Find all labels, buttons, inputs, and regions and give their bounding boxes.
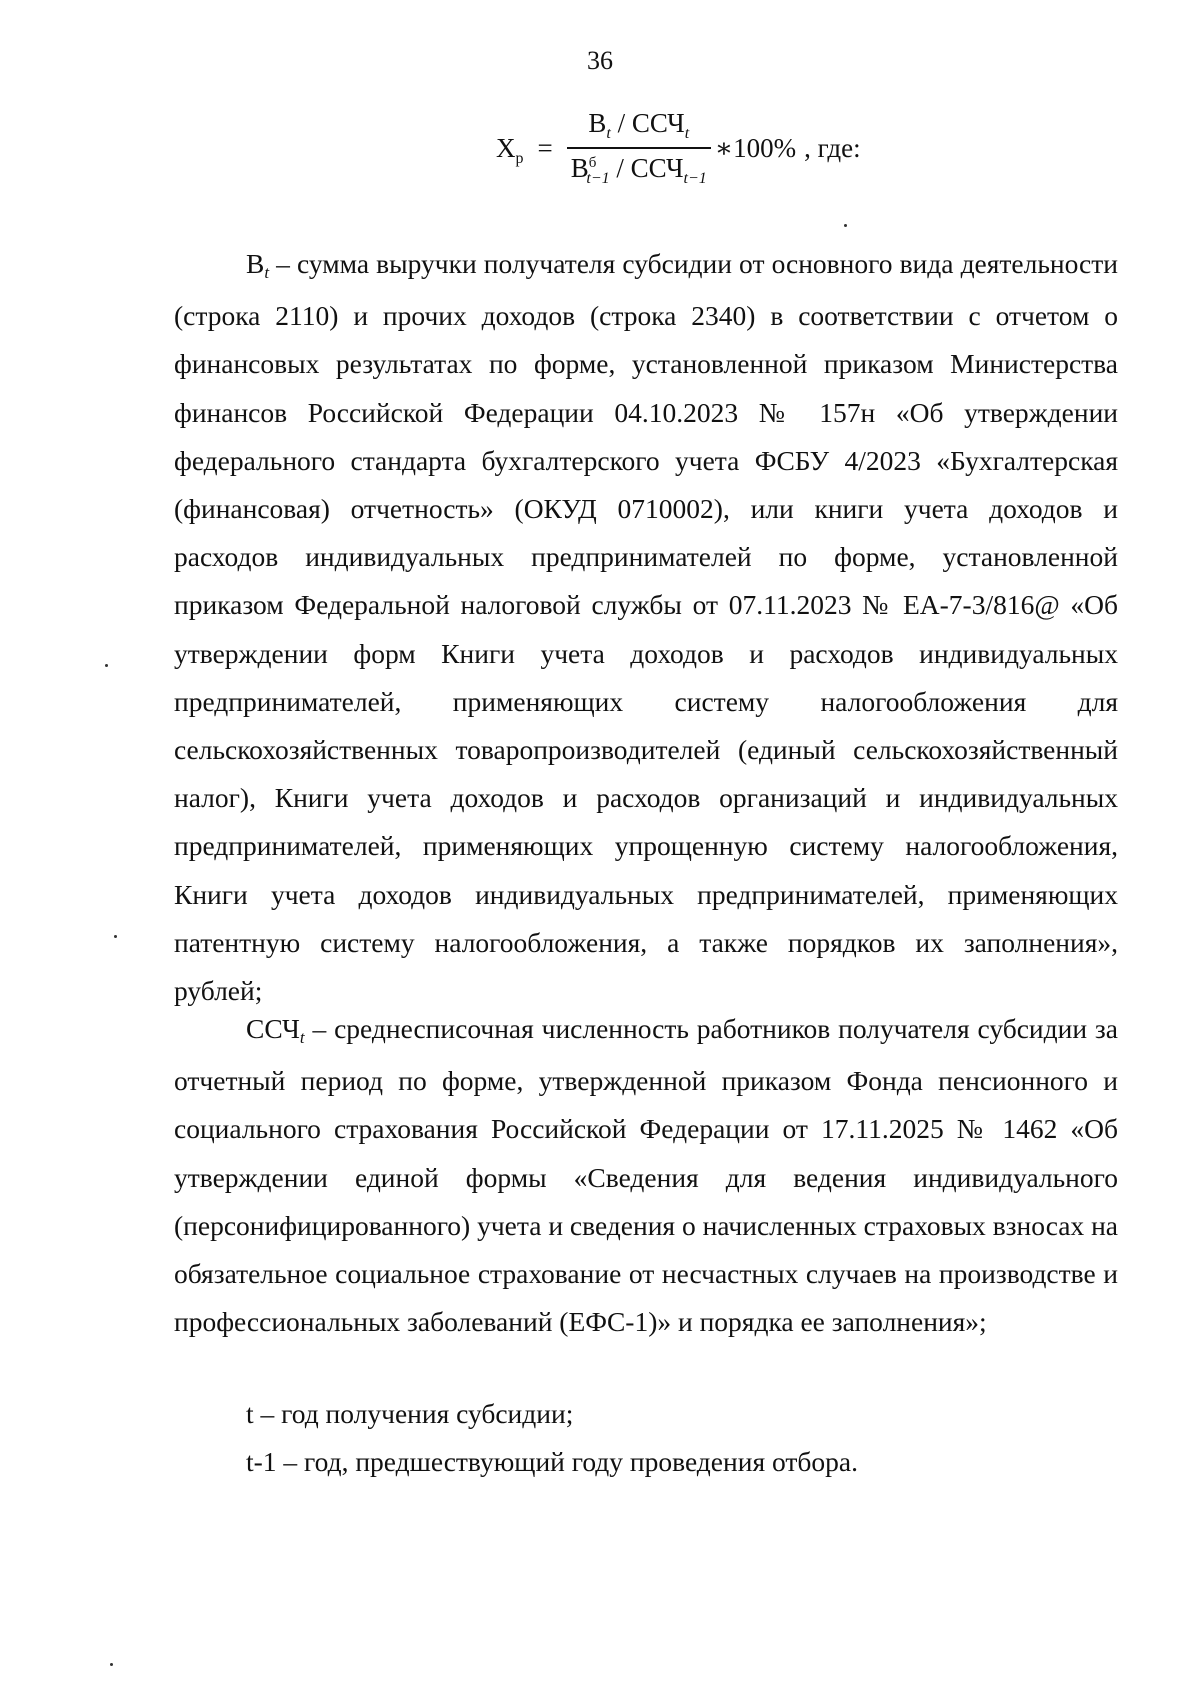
definition-ssch [174,1005,1118,1346]
scan-speck [105,664,108,667]
ssch-symbol: ССЧ [246,1013,300,1044]
scan-speck [110,1663,113,1666]
bt-subscript: t [264,263,270,282]
scan-speck [844,224,847,227]
numerator-subscript: t [606,125,611,143]
definition-t: t – год получения субсидии; [246,1398,574,1429]
formula-lhs-subscript: р [515,149,524,167]
definition-bt [174,240,1118,1015]
bt-symbol: В [246,248,265,279]
numerator-rest-subscript: t [684,125,690,143]
definition-t-minus-1: t-1 – год, предшествующий году проведения отбора. [246,1446,858,1477]
formula-multiplier: ∗100% [714,132,797,163]
page-number: 36 [587,46,613,75]
formula-fraction [567,106,711,190]
ssch-text: – среднесписочная численность работников получателя субсидии за отчетный период по форме, утвержденной приказом Фонда пенсионного и социального страхования Российской Федерации от 17.11.2025 № 1462 «Об утверждении единой формы «Сведения для ведения индивидуального (персонифицированного) учета и сведения о начисленных страховых взносах на обязательное социальное страхование от несчастных случаев на производстве и профессиональных заболеваний (ЕФС-1)» и порядка ее заполнения»; [174,1013,1118,1338]
formula [496,108,861,188]
formula-lhs [496,132,524,167]
numerator-rest: / ССЧ [610,108,685,139]
numerator-symbol: В [588,108,607,139]
bt-text: – сумма выручки получателя субсидии от основного вида деятельности (строка 2110) и прочих доходов (строка 2340) в соответствии с отчетом о финансовых результатах по форме, установленной приказом Министерства финансов Российской Федерации 04.10.2023 № 157н «Об утверждении федерального стандарта бухгалтерского учета ФСБУ 4/2023 «Бухгалтерская (финансовая) отчетность» (ОКУД 0710002), или книги учета доходов и расходов индивидуальных предпринимателей по форме, установленной приказом Федеральной налоговой службы от 07.11.2023 № ЕА-7-3/816@ «Об утверждении форм Книги учета доходов и расходов индивидуальных предпринимателей, применяющих систему налогообложения для сельскохозяйственных товаропроизводителей (единый сельскохозяйственный налог), Книги учета доходов и расходов организаций и индивидуальных предпринимателей, применяющих упрощенную систему налогообложения, Книги учета доходов индивидуальных предпринимателей, применяющих патентную систему налогообложения, а также порядков их заполнения», рублей; [174,248,1118,1007]
formula-numerator [584,106,693,147]
denominator-symbol: В [570,152,589,183]
scan-speck [114,935,117,938]
formula-equals: = [537,132,553,163]
denominator-rest: / ССЧ [609,152,684,183]
denominator-subscript: t−1 [586,169,610,187]
formula-denominator [567,149,711,190]
denominator-rest-subscript: t−1 [683,169,707,187]
denominator-superscript: б [588,154,597,171]
ssch-subscript: t [299,1028,305,1047]
formula-where: , где: [804,132,861,163]
formula-lhs-symbol: X [496,132,516,163]
